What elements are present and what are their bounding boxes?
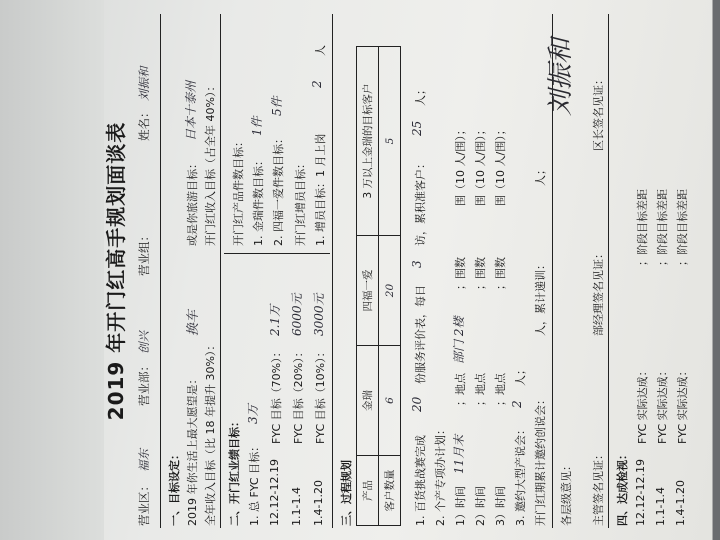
challenge-label: 1. 百货挑战赛完成 bbox=[414, 435, 427, 526]
table-header-row bbox=[357, 47, 379, 526]
survey-value[interactable]: 3 bbox=[410, 260, 424, 268]
divider bbox=[160, 14, 161, 528]
fyc-total-label: 1. 总 FYC 目标： bbox=[248, 440, 261, 526]
plan-row-stem: ；围数 bbox=[474, 257, 487, 290]
plan-row-label: 1）时间 bbox=[454, 486, 467, 526]
form-title: 2019 年开门红高手规划面谈表 bbox=[104, 121, 128, 421]
wish-value[interactable]: 换车 bbox=[186, 309, 201, 336]
travel-label: 或是你旅游目标： bbox=[186, 158, 199, 246]
table-header: 四福一爱 bbox=[357, 236, 379, 346]
table-row-label: 客户数量 bbox=[379, 456, 401, 526]
visit-unit: 人； bbox=[414, 84, 427, 106]
period1-count-label: 1. 金瑞件数目标： bbox=[252, 155, 265, 246]
survey-label: 份服务评价表，每日 bbox=[414, 285, 427, 384]
period2-label: 1.1-1.4 bbox=[290, 487, 303, 526]
table-header: 3 万以上金瑞的目标客户 bbox=[357, 47, 379, 236]
review-gap-label: ；阶段目标差距 bbox=[636, 189, 649, 266]
visit-value[interactable]: 25 bbox=[410, 120, 424, 136]
region-label: 营业区： bbox=[137, 480, 151, 526]
dept-value[interactable]: 创兴 bbox=[137, 331, 151, 354]
hire-value[interactable]: 2 bbox=[310, 80, 324, 88]
plan-row-label: 3）时间 bbox=[494, 486, 507, 526]
review-fyc-label: FYC 实际达成： bbox=[676, 365, 689, 444]
product-table bbox=[356, 46, 401, 526]
section4-heading: 四、达成检视： bbox=[616, 449, 629, 526]
review-period: 1.4-1.20 bbox=[674, 480, 687, 526]
count-label: 开门红产品件数目标： bbox=[232, 136, 245, 246]
table-cell[interactable]: 6 bbox=[379, 346, 401, 456]
kaimen-income-label: 开门红收入目标（占全年 40%）： bbox=[204, 80, 217, 246]
levels-label: 各层级意见： bbox=[560, 460, 573, 526]
table-cell[interactable]: 20 bbox=[379, 236, 401, 346]
review-fyc-label: FYC 实际达成： bbox=[656, 365, 669, 444]
review-gap-label: ；阶段目标差距 bbox=[676, 189, 689, 266]
kaimen-label: 开门红期累计邀约创说会： bbox=[534, 394, 547, 526]
period3-label: 1.4-1.20 bbox=[312, 480, 325, 526]
plan-label: 2. 个产专项办计划： bbox=[434, 424, 447, 526]
invite-value[interactable]: 2 bbox=[510, 400, 524, 408]
section1-heading: 一、目标设定： bbox=[168, 449, 181, 526]
district-signature: 刘振和 bbox=[546, 37, 576, 116]
hire-label: 开门红增员目标： bbox=[294, 158, 307, 246]
paper-fold-shadow bbox=[0, 0, 104, 540]
travel-value[interactable]: 日本十泰州 bbox=[184, 80, 198, 141]
district-label: 区长签名见证： bbox=[592, 74, 605, 151]
header-fields bbox=[136, 16, 158, 526]
supervisor-label: 主管签名见证： bbox=[592, 449, 605, 526]
review-period: 12.12-12.19 bbox=[634, 459, 647, 526]
group-label: 营业组： bbox=[137, 230, 151, 276]
plan-row-label: 2）时间 bbox=[474, 486, 487, 526]
period2-fyc-value[interactable]: 6000元 bbox=[290, 293, 304, 336]
plan-row-place-label: ；地点 bbox=[454, 373, 467, 406]
fyc-total-value[interactable]: 3万 bbox=[246, 404, 260, 424]
section3-heading: 三、过程规划 bbox=[340, 460, 353, 526]
kaimen-unit: 人，累计递训： bbox=[534, 259, 547, 336]
name-label: 姓名： bbox=[137, 106, 151, 141]
plan-row-place[interactable]: 部门 2楼 bbox=[452, 316, 466, 364]
hire-sub-label: 1. 增员目标：1 月上岗 bbox=[314, 133, 327, 246]
hire-unit: 人 bbox=[314, 45, 327, 56]
plan-row-place-label: ；地点 bbox=[474, 373, 487, 406]
table-cell[interactable]: 5 bbox=[379, 47, 401, 236]
kaimen-unit2: 人； bbox=[534, 164, 547, 186]
plan-row-place-label: ；地点 bbox=[494, 373, 507, 406]
period2-count-value[interactable]: 5件 bbox=[270, 96, 284, 116]
period1-fyc-value[interactable]: 2.1万 bbox=[268, 304, 282, 336]
interview-form bbox=[100, 6, 700, 536]
region-value[interactable]: 福东 bbox=[137, 449, 151, 472]
period3-fyc-value[interactable]: 3000元 bbox=[312, 293, 326, 336]
plan-row-count: 围（10 人/围）； bbox=[454, 124, 467, 206]
divider bbox=[332, 14, 333, 528]
section2-heading: 二、开门红业绩目标： bbox=[228, 416, 241, 526]
plan-row-stem: ；围数 bbox=[494, 257, 507, 290]
review-fyc-label: FYC 实际达成： bbox=[636, 365, 649, 444]
period1-label: 12.12-12.19 bbox=[268, 459, 281, 526]
visit-label: 访，累积准客户： bbox=[414, 158, 427, 246]
review-gap-label: ；阶段目标差距 bbox=[656, 189, 669, 266]
section2-column-divider bbox=[224, 253, 330, 254]
divider bbox=[608, 14, 609, 528]
invite-label: 3. 邀约大型产说会： bbox=[514, 424, 527, 526]
plan-row-stem: ；围数 bbox=[454, 257, 467, 290]
name-value[interactable]: 刘振和 bbox=[137, 66, 151, 101]
plan-row-count: 围（10 人/围）； bbox=[474, 124, 487, 206]
divider bbox=[220, 14, 221, 528]
period1-count-value[interactable]: 1件 bbox=[250, 116, 264, 136]
challenge-value[interactable]: 20 bbox=[410, 396, 424, 412]
plan-row-count: 围（10 人/围）； bbox=[494, 124, 507, 206]
period1-fyc-label: FYC 目标（70%）： bbox=[270, 346, 283, 444]
period3-fyc-label: FYC 目标（10%）： bbox=[314, 346, 327, 444]
wish-label: 2019 年你生活上最大愿望是： bbox=[186, 373, 199, 526]
income-label: 全年收入目标（比 18 年提升 30%）： bbox=[204, 339, 217, 526]
period2-count-label: 2. 四福一爱件数目标： bbox=[272, 133, 285, 246]
table-header: 金瑞 bbox=[357, 346, 379, 456]
review-period: 1.1-1.4 bbox=[654, 487, 667, 526]
plan-row-time[interactable]: 11月末 bbox=[452, 434, 466, 474]
table-row bbox=[379, 47, 401, 526]
manager-label: 部经理签名见证： bbox=[592, 248, 605, 336]
table-header: 产品 bbox=[357, 456, 379, 526]
invite-unit: 人； bbox=[514, 364, 527, 386]
dept-label: 营业部： bbox=[137, 360, 151, 406]
period2-fyc-label: FYC 目标（20%）： bbox=[292, 346, 305, 444]
